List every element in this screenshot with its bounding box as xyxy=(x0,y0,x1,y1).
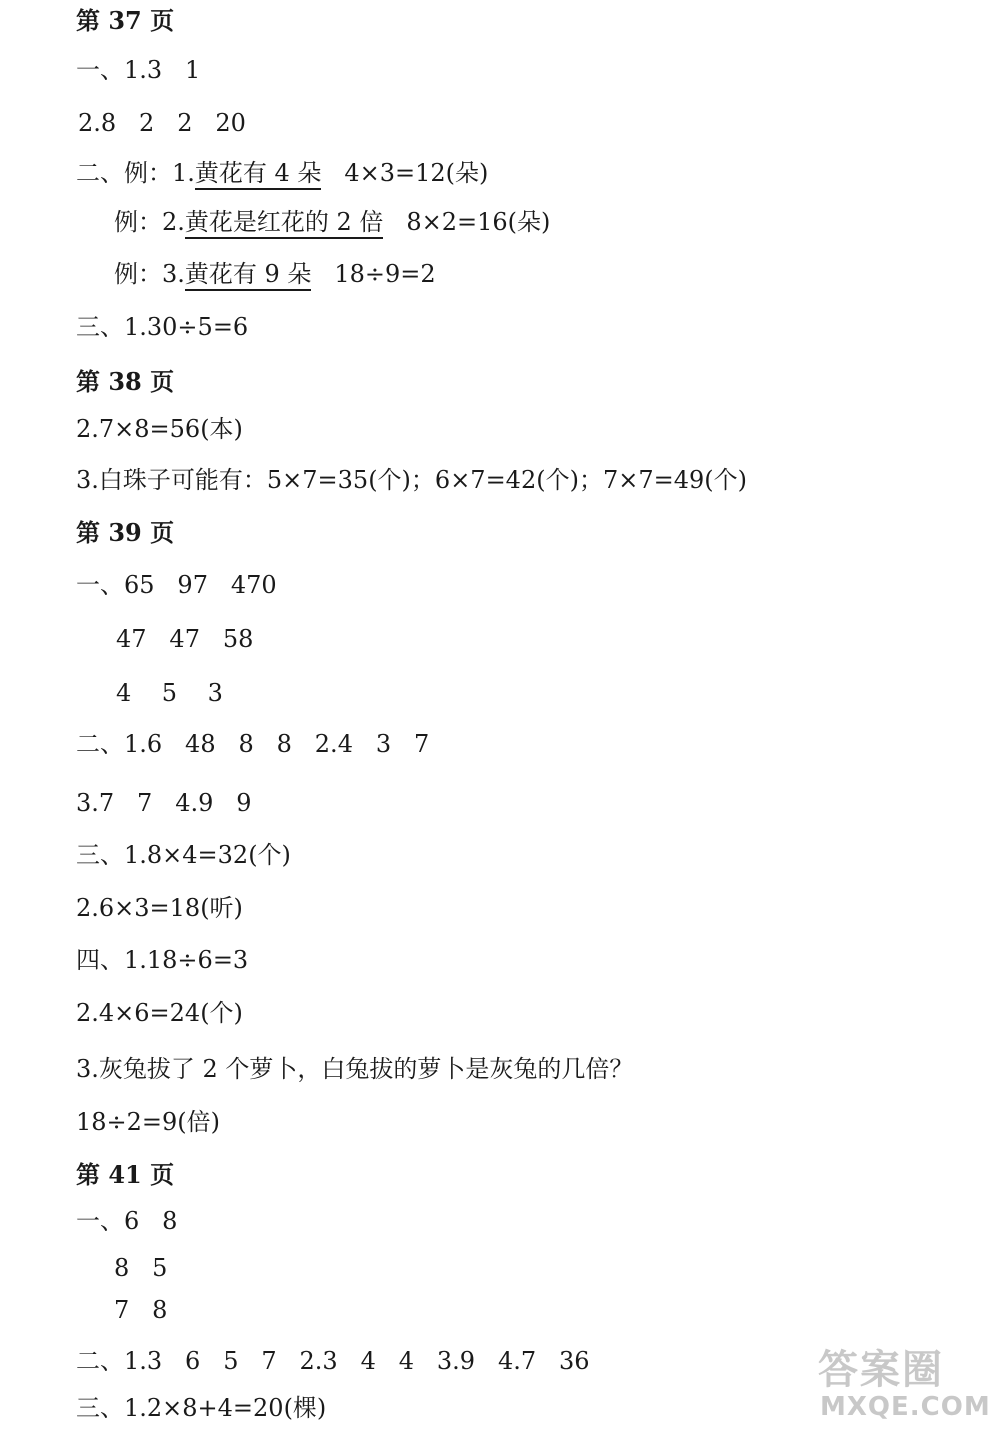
underlined-answer: 黄花有 4 朵 xyxy=(195,159,322,190)
underlined-answer: 黄花有 9 朵 xyxy=(185,260,312,291)
answer-line: 3.白珠子可能有：5×7=35(个)；6×7=42(个)；7×7=49(个) xyxy=(76,466,747,494)
answer-line: 三、1.2×8+4=20(棵) xyxy=(76,1394,327,1422)
answer-line: 2.4×6=24(个) xyxy=(76,999,243,1027)
section-heading-38: 第 38 页 xyxy=(76,367,175,396)
answer-line: 8 5 xyxy=(114,1254,168,1282)
underlined-answer: 黄花是红花的 2 倍 xyxy=(185,208,384,239)
watermark-site: MXQE.COM xyxy=(820,1392,991,1422)
equation: 8×2=16(朵) xyxy=(383,208,551,236)
answer-line: 四、1.18÷6=3 xyxy=(76,946,249,974)
answer-line: 三、1.8×4=32(个) xyxy=(76,841,291,869)
section-heading-41: 第 41 页 xyxy=(76,1160,175,1189)
watermark-logo: 答案圈 xyxy=(818,1347,944,1393)
answer-line: 三、1.30÷5=6 xyxy=(76,313,249,341)
answer-line: 3.灰兔拔了 2 个萝卜，白兔拔的萝卜是灰兔的几倍？ xyxy=(76,1055,634,1083)
answer-line: 2.6×3=18(听) xyxy=(76,894,243,922)
section-heading-37: 第 37 页 xyxy=(76,6,175,35)
example-prefix: 二、例：1. xyxy=(76,159,195,187)
answer-line: 一、65 97 470 xyxy=(76,571,277,599)
example-prefix: 例：2. xyxy=(114,208,185,236)
equation: 18÷9=2 xyxy=(311,260,436,288)
answer-line: 3.7 7 4.9 9 xyxy=(76,789,252,817)
answer-line: 二、1.6 48 8 8 2.4 3 7 xyxy=(76,730,430,758)
answer-line: 一、1.3 1 xyxy=(76,56,201,84)
answer-line-example-1 xyxy=(76,158,488,188)
answer-line: 4 5 3 xyxy=(116,679,223,707)
answer-line: 47 47 58 xyxy=(116,625,254,653)
equation: 4×3=12(朵) xyxy=(321,159,489,187)
watermark xyxy=(818,1338,996,1430)
answer-line: 2.7×8=56(本) xyxy=(76,415,243,443)
answer-line-example-3 xyxy=(114,259,436,289)
answer-line: 一、6 8 xyxy=(76,1207,178,1235)
answer-line: 7 8 xyxy=(114,1296,168,1324)
answer-line-example-2 xyxy=(114,207,550,237)
example-prefix: 例：3. xyxy=(114,260,185,288)
answer-line: 2.8 2 2 20 xyxy=(78,109,246,137)
answer-line: 二、1.3 6 5 7 2.3 4 4 3.9 4.7 36 xyxy=(76,1347,590,1375)
section-heading-39: 第 39 页 xyxy=(76,518,175,547)
answer-line: 18÷2=9(倍) xyxy=(76,1108,221,1136)
